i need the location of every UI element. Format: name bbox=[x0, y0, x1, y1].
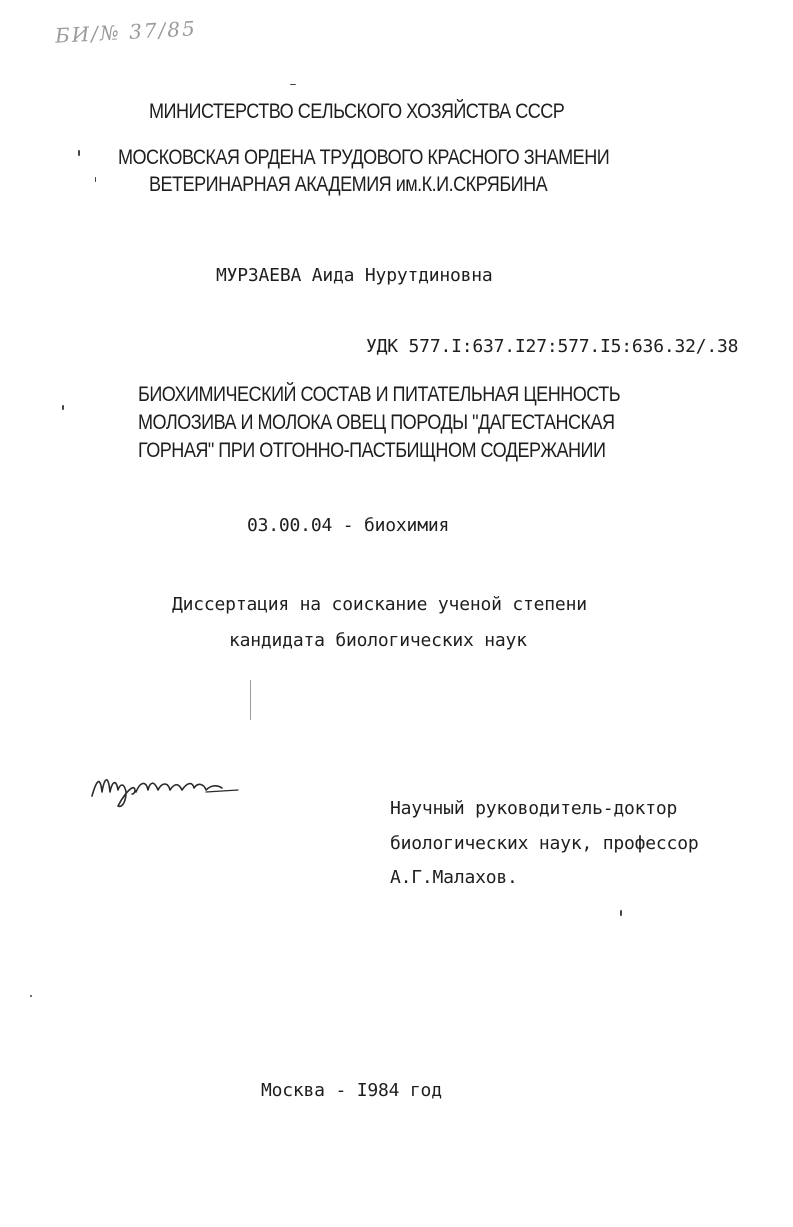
title-line-2: МОЛОЗИВА И МОЛОКА ОВЕЦ ПОРОДЫ "ДАГЕСТАНСКАЯ bbox=[138, 411, 615, 434]
scan-speck bbox=[250, 680, 251, 720]
place-and-year: Москва - I984 год bbox=[261, 1080, 442, 1101]
supervisor-name: А.Г.Малахов. bbox=[390, 867, 518, 888]
udc-code: УДК 577.I:637.I27:577.I5:636.32/.38 bbox=[366, 336, 739, 357]
ministry-heading: МИНИСТЕРСТВО СЕЛЬСКОГО ХОЗЯЙСТВА СССР bbox=[149, 100, 565, 123]
author-signature bbox=[88, 762, 258, 816]
signature-drawing bbox=[88, 762, 258, 812]
degree-line-1: Диссертация на соискание ученой степени bbox=[172, 594, 587, 615]
scan-speck bbox=[290, 84, 296, 85]
scan-speck bbox=[95, 177, 96, 182]
author-name-text: МУРЗАЕВА Аида Нурутдиновна bbox=[216, 265, 493, 286]
title-line-1: БИОХИМИЧЕСКИЙ СОСТАВ И ПИТАТЕЛЬНАЯ ЦЕННОСТЬ bbox=[138, 383, 621, 406]
archive-stamp bbox=[54, 16, 197, 47]
scan-speck bbox=[620, 910, 622, 916]
author-name bbox=[216, 264, 493, 288]
supervisor-line-2: биологических наук, профессор bbox=[390, 833, 699, 854]
archive-stamp-text: БИ/№ 37/85 bbox=[54, 16, 198, 48]
title-line-3: ГОРНАЯ" ПРИ ОТГОННО-ПАСТБИЩНОМ СОДЕРЖАНИИ bbox=[138, 439, 606, 462]
academy-line-2: ВЕТЕРИНАРНАЯ АКАДЕМИЯ им.К.И.СКРЯБИНА bbox=[149, 173, 548, 196]
supervisor-line-1: Научный руководитель-доктор bbox=[390, 798, 678, 819]
specialty-code: 03.00.04 - биохимия bbox=[247, 515, 450, 536]
degree-line-2: кандидата биологических наук bbox=[229, 630, 527, 651]
academy-line-1: МОСКОВСКАЯ ОРДЕНА ТРУДОВОГО КРАСНОГО ЗНАМЕНИ bbox=[118, 146, 610, 169]
scan-speck bbox=[78, 150, 80, 156]
scan-speck bbox=[62, 405, 64, 410]
scan-speck bbox=[30, 995, 32, 997]
